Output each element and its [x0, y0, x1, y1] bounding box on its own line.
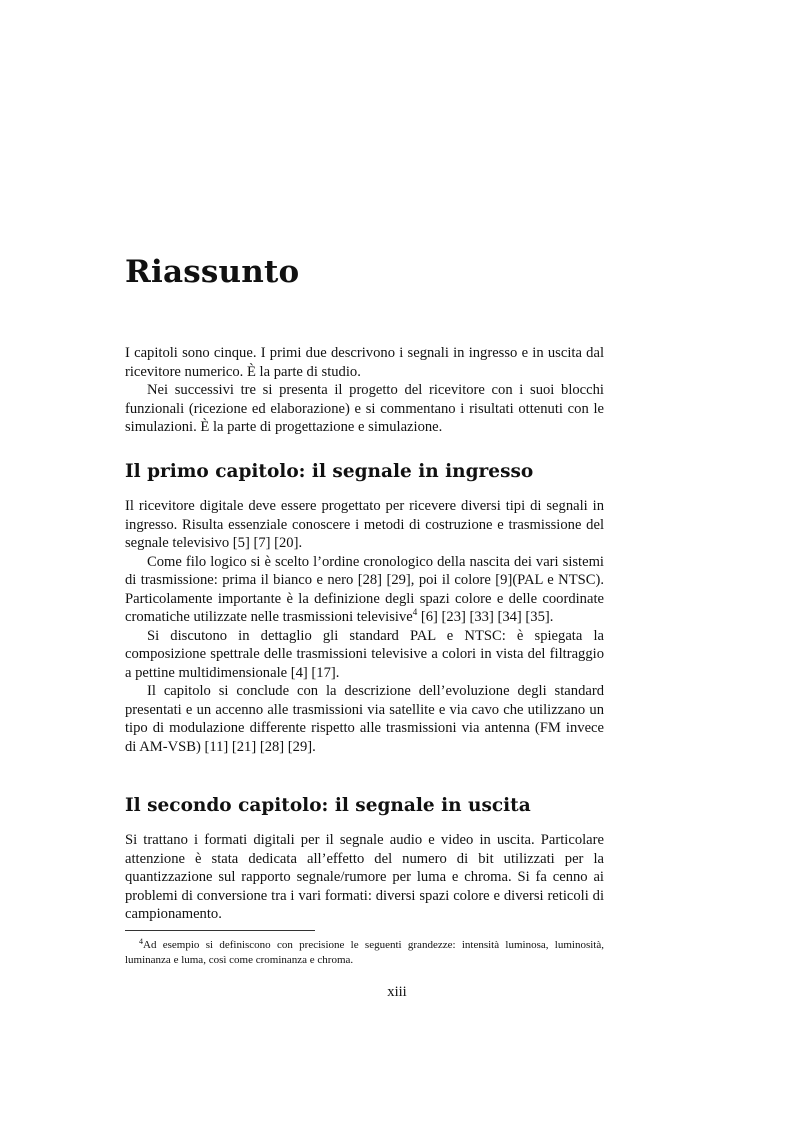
section-2-paragraph-1: Si trattano i formati digitali per il segnale audio e video in uscita. Particolare attenzione è stata dedicata all’effetto del numero di bit utilizzati per la quantizzazione sul rapporto segnale/rumore per luma e chroma. Si fa cenno ai problemi di conversione tra i vari formati: diversi spazi colore e diversi reticoli di campionamento. — [125, 832, 604, 922]
footnote — [125, 934, 604, 968]
footnote-text: Ad esempio si definiscono con precisione le seguenti grandezze: intensità luminosa, luminosità, luminanza e luma, così come crominanza e chroma. — [125, 939, 604, 966]
footnote-rule — [125, 930, 315, 931]
paragraph-2-text: Come filo logico si è scelto l’ordine cronologico della nascita dei vari sistemi di trasmissione: prima il bianco e nero [28] [29], poi il colore [9](PAL e NTSC). Particolamente importante è la definizione degli spazi colore e delle coordinate cromatiche utilizzate nelle trasmissioni televisive — [125, 553, 604, 625]
paragraph-2-citations: [6] [23] [33] [34] [35]. — [417, 609, 554, 625]
section-1-paragraph-2 — [125, 553, 604, 627]
section-1-paragraph-1: Il ricevitore digitale deve essere progettato per ricevere diversi tipi di segnali in ingresso. Risulta essenziale conoscere i metodi di costruzione e trasmissione del segnale televisivo [5] [7] [20]. — [125, 498, 604, 551]
section-1-heading: Il primo capitolo: il segnale in ingresso — [125, 461, 534, 482]
section-1-paragraph-3: Si discutono in dettaglio gli standard PAL e NTSC: è spiegata la composizione spettrale delle trasmissioni televisive a colori in vista del filtraggio a pettine multidimensionale [4] [17]. — [125, 627, 604, 681]
chapter-title: Riassunto — [125, 254, 300, 290]
section-1-body — [125, 497, 604, 756]
section-2-body — [125, 831, 604, 924]
page-number: xiii — [387, 984, 407, 1000]
section-2-heading: Il secondo capitolo: il segnale in uscita — [125, 795, 531, 816]
footnote-mark: 4 — [139, 937, 143, 946]
intro-block — [125, 344, 604, 437]
intro-paragraph-2: Nei successivi tre si presenta il progetto del ricevitore con i suoi blocchi funzionali (ricezione ed elaborazione) e si commentano i risultati ottenuti con le simulazioni. È la parte di progettazione e simulazione. — [125, 382, 604, 435]
intro-paragraph-1: I capitoli sono cinque. I primi due descrivono i segnali in ingresso e in uscita dal ricevitore numerico. È la parte di studio. — [125, 345, 604, 380]
section-1-paragraph-4: Il capitolo si conclude con la descrizione dell’evoluzione degli standard presentati e un accenno alle trasmissioni via satellite e via cavo che utilizzano un tipo di modulazione differente rispetto alle trasmissioni via antenna (FM invece di AM-VSB) [11] [21] [28] [29]. — [125, 683, 604, 755]
footnote-reference[interactable]: 4 — [412, 607, 418, 617]
